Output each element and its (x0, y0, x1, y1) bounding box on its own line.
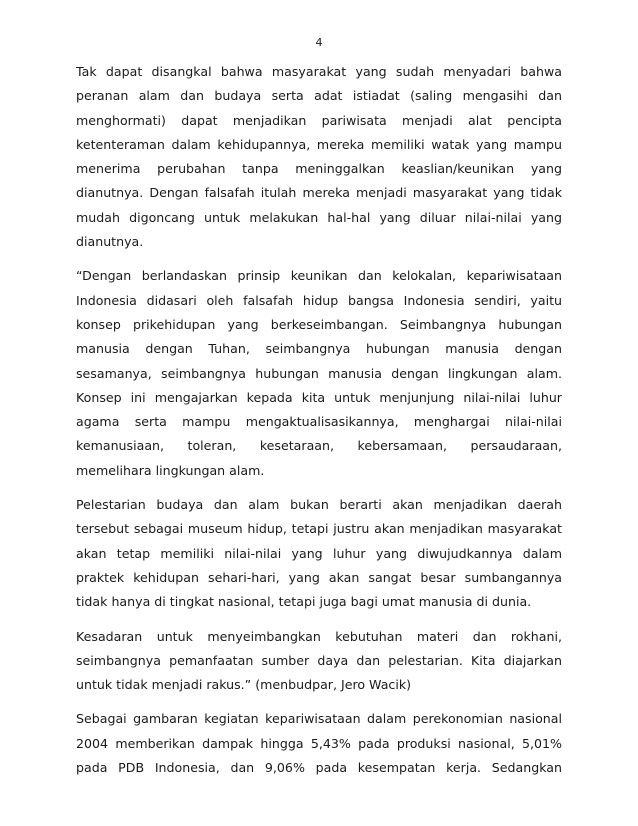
paragraph-3-quote: Pelestarian budaya dan alam bukan berarti akan menjadikan daerah tersebut sebagai museum hidup, tetapi justru akan menjadikan masyarakat akan tetap memiliki nilai-nilai yang luhur yang diwujudkannya dalam praktek kehidupan sehari-hari, yang akan sangat besar sumbangannya tidak hanya di tingkat nasional, tetapi juga bagi umat manusia di dunia. (76, 497, 562, 610)
paragraph-5: Sebagai gambaran kegiatan kepariwisataan dalam perekonomian nasional 2004 memberikan dampak hingga 5,43% pada produksi nasional, 5,01% pada PDB Indonesia, dan 9,06% pada kesempatan kerja. Sedangkan (76, 711, 562, 776)
document-body (76, 60, 562, 790)
page-number: 4 (315, 36, 323, 49)
paragraph-2-quote: “Dengan berlandaskan prinsip keunikan dan kelokalan, kepariwisataan Indonesia didasari oleh falsafah hidup bangsa Indonesia sendiri, yaitu konsep prikehidupan yang berkeseimbangan. Seimbangnya hubungan manusia dengan Tuhan, seimbangnya hubungan manusia dengan sesamanya, seimbangnya hubungan manusia dengan lingkungan alam. Konsep ini mengajarkan kepada kita untuk menjunjung nilai-nilai luhur agama serta mampu mengaktualisasikannya, menghargai nilai-nilai kemanusiaan, toleran, kesetaraan, kebersamaan, persaudaraan, memelihara lingkungan alam. (76, 268, 562, 478)
paragraph-1: Tak dapat disangkal bahwa masyarakat yang sudah menyadari bahwa peranan alam dan budaya serta adat istiadat (saling mengasihi dan menghormati) dapat menjadikan pariwisata menjadi alat pencipta ketenteraman dalam kehidupannya, mereka memiliki watak yang mampu menerima perubahan tanpa meninggalkan keaslian/keunikan yang dianutnya. Dengan falsafah itulah mereka menjadi masyarakat yang tidak mudah digoncang untuk melakukan hal-hal yang diluar nilai-nilai yang dianutnya. (76, 64, 562, 250)
paragraph-4-quote: Kesadaran untuk menyeimbangkan kebutuhan materi dan rokhani, seimbangnya pemanfaatan sumber daya dan pelestarian. Kita diajarkan untuk tidak menjadi rakus.” (menbudpar, Jero Wacik) (76, 628, 562, 693)
